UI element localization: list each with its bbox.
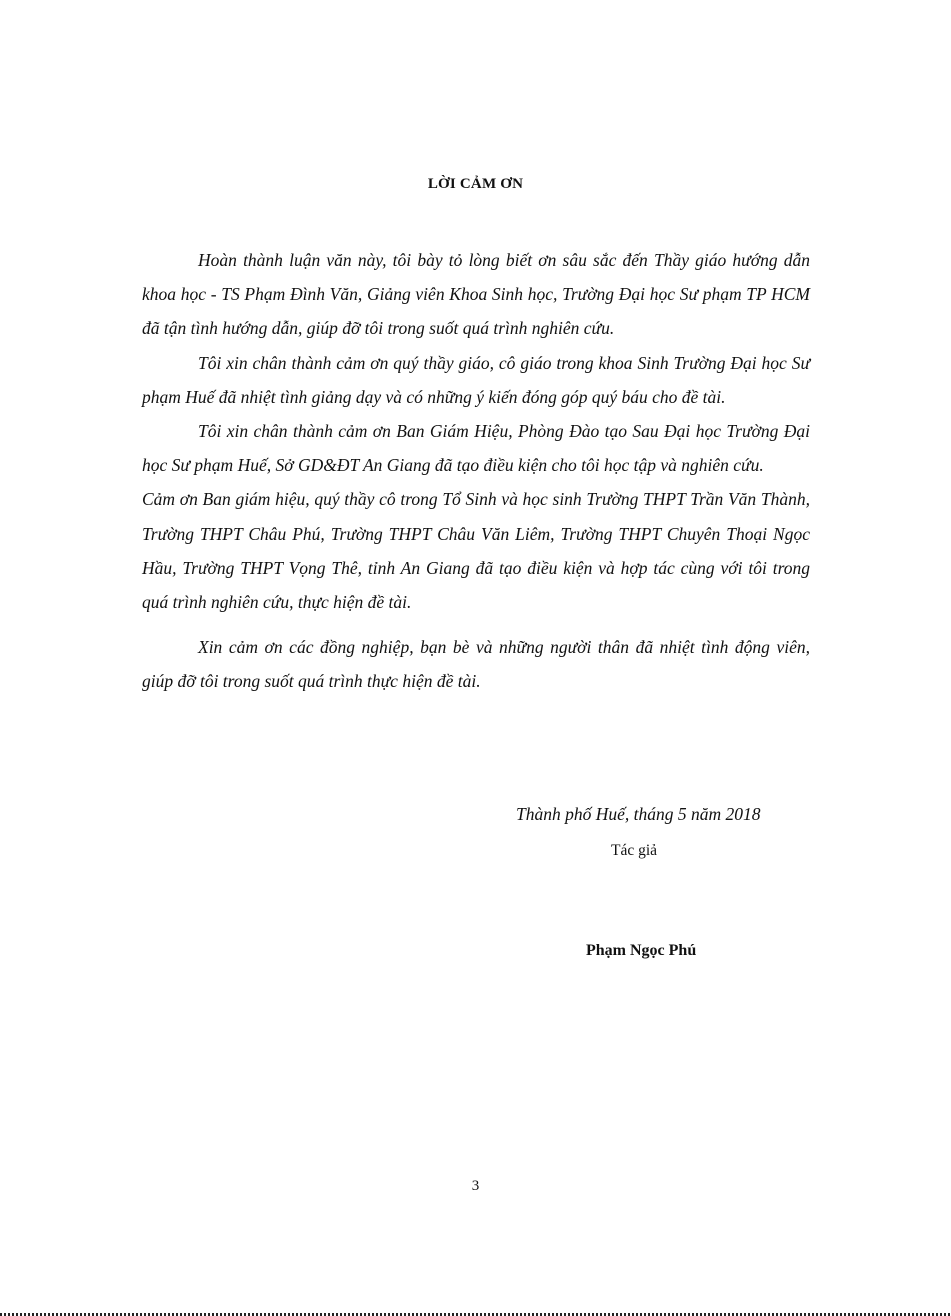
author-name: Phạm Ngọc Phú xyxy=(586,942,697,959)
paragraph-colleagues: Xin cảm ơn các đồng nghiệp, bạn bè và những người thân đã nhiệt tình động viên, giúp đỡ tôi trong suốt quá trình thực hiện đề tài. xyxy=(142,637,810,692)
date-line: Thành phố Huế, tháng 5 năm 2018 xyxy=(516,804,761,824)
author-role: Tác giả xyxy=(611,842,658,859)
acknowledgement-body xyxy=(142,243,810,699)
page-number: 3 xyxy=(471,1178,480,1194)
paragraph-schools: Cảm ơn Ban giám hiệu, quý thầy cô trong Tổ Sinh và học sinh Trường THPT Trần Văn Thành, Trường THPT Châu Phú, Trường THPT Châu Văn Liêm, Trường THPT Chuyên Thoại Ngọc Hầu, Trường THPT Vọng Thê, tỉnh An Giang đã tạo điều kiện và hợp tác cùng với tôi trong quá trình nghiên cứu, thực hiện đề tài. xyxy=(142,489,810,613)
paragraph-advisor: Hoàn thành luận văn này, tôi bày tỏ lòng biết ơn sâu sắc đến Thầy giáo hướng dẫn khoa học - TS Phạm Đình Văn, Giảng viên Khoa Sinh học, Trường Đại học Sư phạm TP HCM đã tận tình hướng dẫn, giúp đỡ tôi trong suốt quá trình nghiên cứu. xyxy=(142,250,810,339)
paragraph-faculty: Tôi xin chân thành cảm ơn quý thầy giáo, cô giáo trong khoa Sinh Trường Đại học Sư phạm Huế đã nhiệt tình giảng dạy và có những ý kiến đóng góp quý báu cho đề tài. xyxy=(142,352,810,407)
paragraph-board: Tôi xin chân thành cảm ơn Ban Giám Hiệu, Phòng Đào tạo Sau Đại học Trường Đại học Sư phạm Huế, Sở GD&ĐT An Giang đã tạo điều kiện cho tôi học tập và nghiên cứu. xyxy=(142,421,810,476)
page-title: LỜI CẢM ƠN xyxy=(427,176,524,192)
